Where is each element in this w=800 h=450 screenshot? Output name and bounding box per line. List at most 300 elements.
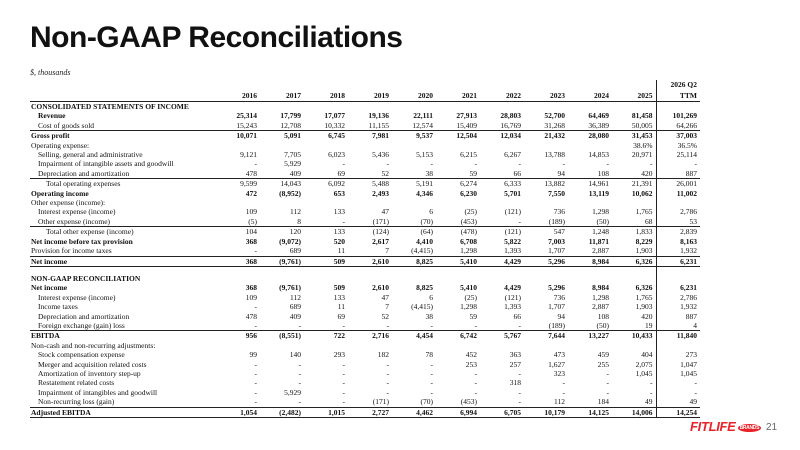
value-cell: 133 bbox=[304, 227, 348, 237]
value-cell: 5,822 bbox=[504, 236, 521, 246]
value-cell: 509 bbox=[304, 256, 348, 266]
table-row bbox=[30, 360, 700, 369]
value-cell: 11,002 bbox=[656, 189, 700, 198]
value-cell: 94 bbox=[557, 311, 565, 321]
row-label: Selling, general and administrative bbox=[38, 150, 143, 160]
header-row bbox=[30, 80, 700, 90]
value-cell: 1,393 bbox=[504, 302, 521, 312]
value-cell: (25) bbox=[464, 292, 477, 302]
table-row bbox=[30, 159, 700, 168]
value-cell: 4 bbox=[656, 321, 700, 331]
value-cell: 5,410 bbox=[436, 256, 480, 266]
value-cell: 59 bbox=[469, 168, 477, 178]
row-label: Impairment of intangible assets and goodwill bbox=[38, 159, 174, 169]
value-cell bbox=[656, 102, 700, 112]
value-cell bbox=[392, 141, 436, 150]
value-cell: 15,409 bbox=[456, 120, 477, 130]
value-cell: 5,091 bbox=[260, 131, 304, 141]
value-cell: - bbox=[254, 359, 257, 369]
value-cell: 8,825 bbox=[416, 283, 433, 293]
value-cell: 5,701 bbox=[504, 188, 521, 198]
value-cell: (121) bbox=[504, 292, 521, 302]
value-cell: 5,296 bbox=[524, 256, 568, 266]
value-cell: 16,769 bbox=[500, 120, 521, 130]
row-label: Interest expense (income) bbox=[38, 207, 116, 217]
value-cell: 368 bbox=[245, 283, 257, 293]
value-cell: 52 bbox=[381, 168, 389, 178]
value-cell: 52 bbox=[381, 311, 389, 321]
value-cell: - bbox=[518, 387, 521, 397]
column-header: 2026 Q2 bbox=[656, 80, 700, 90]
value-cell: 1,298 bbox=[592, 292, 609, 302]
value-cell bbox=[260, 266, 304, 274]
value-cell: 6,742 bbox=[436, 331, 480, 341]
value-cell: - bbox=[254, 302, 257, 312]
value-cell bbox=[392, 274, 436, 283]
value-cell: 7 bbox=[385, 302, 389, 312]
value-cell: 6,705 bbox=[480, 407, 524, 417]
column-header bbox=[568, 80, 612, 90]
value-cell bbox=[436, 274, 480, 283]
table-row bbox=[30, 312, 700, 321]
value-cell: 27,913 bbox=[456, 111, 477, 121]
value-cell: 363 bbox=[509, 350, 521, 360]
value-cell: 133 bbox=[333, 207, 345, 217]
value-cell: - bbox=[254, 387, 257, 397]
value-cell: 1,298 bbox=[460, 302, 477, 312]
value-cell: 887 bbox=[656, 312, 700, 321]
value-cell: 4,346 bbox=[416, 188, 433, 198]
value-cell bbox=[612, 341, 656, 350]
value-cell: 13,119 bbox=[588, 188, 609, 198]
value-cell: 5,436 bbox=[372, 150, 389, 160]
value-cell bbox=[524, 341, 568, 350]
value-cell: 255 bbox=[597, 359, 609, 369]
header-label-cell bbox=[30, 90, 216, 102]
value-cell: 409 bbox=[289, 311, 301, 321]
unit-note: $, thousands bbox=[30, 68, 71, 77]
fitlife-logo bbox=[690, 419, 761, 434]
value-cell: 4,410 bbox=[416, 236, 433, 246]
column-header: 2022 bbox=[480, 90, 524, 102]
value-cell: 7 bbox=[385, 246, 389, 256]
value-cell bbox=[304, 141, 348, 150]
value-cell bbox=[304, 198, 348, 207]
value-cell: (25) bbox=[464, 207, 477, 217]
value-cell: - bbox=[474, 387, 477, 397]
value-cell: 22,111 bbox=[413, 111, 433, 121]
value-cell bbox=[568, 102, 612, 112]
value-cell: - bbox=[474, 159, 477, 169]
value-cell: - bbox=[518, 320, 521, 330]
value-cell: - bbox=[342, 320, 345, 330]
value-cell: - bbox=[298, 359, 301, 369]
logo-wordmark: FITLIFE bbox=[690, 419, 736, 434]
value-cell: 2,786 bbox=[656, 207, 700, 216]
value-cell: - bbox=[430, 320, 433, 330]
table-row bbox=[30, 150, 700, 159]
value-cell bbox=[216, 274, 260, 283]
value-cell: (453) bbox=[460, 216, 477, 226]
header-row bbox=[30, 90, 700, 102]
value-cell bbox=[656, 198, 700, 207]
table-row bbox=[30, 207, 700, 216]
value-cell: 99 bbox=[249, 350, 257, 360]
value-cell: 459 bbox=[597, 350, 609, 360]
table-row bbox=[30, 169, 700, 179]
value-cell bbox=[612, 198, 656, 207]
value-cell: 8,163 bbox=[656, 237, 700, 246]
value-cell bbox=[480, 141, 524, 150]
value-cell: 1,833 bbox=[612, 227, 656, 237]
table-row bbox=[30, 302, 700, 311]
value-cell: 133 bbox=[333, 292, 345, 302]
value-cell: 66 bbox=[513, 168, 521, 178]
value-cell: (189) bbox=[548, 320, 565, 330]
value-cell: 887 bbox=[656, 169, 700, 179]
column-header bbox=[260, 80, 304, 90]
value-cell: - bbox=[656, 388, 700, 397]
value-cell: 6 bbox=[429, 292, 433, 302]
value-cell bbox=[480, 102, 524, 112]
value-cell: (64) bbox=[392, 227, 436, 237]
value-cell: (70) bbox=[420, 397, 433, 407]
table-row bbox=[30, 321, 700, 331]
value-cell: 52,700 bbox=[544, 111, 565, 121]
value-cell: (4,415) bbox=[411, 246, 433, 256]
row-label: Net income bbox=[31, 283, 68, 293]
row-label: Non-recurring loss (gain) bbox=[38, 397, 115, 407]
value-cell: 31,268 bbox=[544, 120, 565, 130]
value-cell: 12,574 bbox=[412, 120, 433, 130]
value-cell: 6,708 bbox=[460, 236, 477, 246]
value-cell: 368 bbox=[216, 256, 260, 266]
value-cell: 6,326 bbox=[635, 283, 653, 293]
value-cell: 2,716 bbox=[348, 331, 392, 341]
value-cell: 108 bbox=[597, 311, 609, 321]
value-cell: 472 bbox=[245, 188, 257, 198]
column-header bbox=[392, 80, 436, 90]
value-cell: 13,882 bbox=[524, 179, 568, 189]
value-cell: 21,391 bbox=[612, 179, 656, 189]
value-cell: 8,825 bbox=[392, 256, 436, 266]
value-cell: (8,551) bbox=[260, 331, 304, 341]
row-label: Net income bbox=[30, 256, 216, 266]
value-cell bbox=[436, 198, 480, 207]
value-cell: 109 bbox=[245, 292, 257, 302]
value-cell: 318 bbox=[509, 378, 521, 388]
value-cell: 253 bbox=[465, 359, 477, 369]
value-cell bbox=[436, 102, 480, 112]
value-cell: 5,767 bbox=[480, 331, 524, 341]
value-cell: 2,075 bbox=[635, 359, 653, 369]
value-cell: 5,191 bbox=[392, 179, 436, 189]
value-cell: 69 bbox=[337, 168, 345, 178]
value-cell: - bbox=[342, 397, 345, 407]
value-cell: - bbox=[386, 159, 389, 169]
value-cell: 50,005 bbox=[631, 120, 653, 130]
value-cell: 6,994 bbox=[436, 407, 480, 417]
value-cell: 6,215 bbox=[460, 150, 477, 160]
value-cell bbox=[480, 198, 524, 207]
value-cell: 11,840 bbox=[656, 331, 700, 341]
value-cell: 9,121 bbox=[240, 150, 257, 160]
value-cell: - bbox=[650, 378, 653, 388]
row-label: Depreciation and amortization bbox=[38, 311, 130, 321]
value-cell: 38 bbox=[425, 168, 433, 178]
value-cell: 722 bbox=[304, 331, 348, 341]
value-cell: 12,034 bbox=[480, 131, 524, 141]
value-cell: 5,410 bbox=[460, 283, 477, 293]
value-cell: - bbox=[518, 368, 521, 378]
value-cell: 6,274 bbox=[436, 179, 480, 189]
row-label: Adjusted EBITDA bbox=[30, 407, 216, 417]
value-cell: 2,727 bbox=[348, 407, 392, 417]
value-cell: 10,332 bbox=[324, 120, 345, 130]
value-cell: - bbox=[342, 216, 345, 226]
value-cell: 273 bbox=[656, 350, 700, 359]
row-label: Revenue bbox=[38, 111, 66, 121]
value-cell: (189) bbox=[548, 216, 565, 226]
value-cell: 1,707 bbox=[548, 302, 565, 312]
value-cell: 1,707 bbox=[548, 246, 565, 256]
column-header: 2018 bbox=[304, 90, 348, 102]
value-cell: 1,932 bbox=[656, 246, 700, 256]
column-header bbox=[524, 80, 568, 90]
value-cell: 112 bbox=[290, 207, 301, 217]
column-header bbox=[612, 80, 656, 90]
value-cell: 10,062 bbox=[631, 188, 653, 198]
value-cell: 11 bbox=[337, 302, 345, 312]
value-cell: 7,705 bbox=[284, 150, 301, 160]
value-cell: - bbox=[656, 378, 700, 387]
value-cell bbox=[436, 266, 480, 274]
value-cell: 28,080 bbox=[568, 131, 612, 141]
value-cell: 257 bbox=[509, 359, 521, 369]
value-cell: - bbox=[386, 387, 389, 397]
value-cell bbox=[656, 341, 700, 350]
value-cell: 2,839 bbox=[656, 227, 700, 237]
value-cell: - bbox=[254, 246, 257, 256]
row-label: Amortization of inventory step-up bbox=[38, 368, 141, 378]
table-row bbox=[30, 283, 700, 292]
value-cell: 112 bbox=[290, 292, 301, 302]
table-row bbox=[30, 341, 700, 350]
column-header bbox=[480, 80, 524, 90]
value-cell: 520 bbox=[333, 236, 345, 246]
value-cell bbox=[348, 274, 392, 283]
value-cell: 9,599 bbox=[216, 179, 260, 189]
value-cell bbox=[216, 141, 260, 150]
value-cell bbox=[348, 102, 392, 112]
row-label: Foreign exchange (gain) loss bbox=[38, 320, 125, 330]
row-label: Income taxes bbox=[38, 302, 78, 312]
value-cell: 6,326 bbox=[612, 256, 656, 266]
row-label: NON-GAAP RECONCILIATION bbox=[31, 273, 141, 283]
value-cell: 78 bbox=[425, 350, 433, 360]
column-header bbox=[348, 80, 392, 90]
value-cell: 49 bbox=[656, 397, 700, 407]
value-cell: 509 bbox=[333, 283, 345, 293]
value-cell: 2,493 bbox=[372, 188, 389, 198]
value-cell: 1,054 bbox=[216, 407, 260, 417]
value-cell: 101,269 bbox=[656, 111, 700, 120]
table-row bbox=[30, 141, 700, 150]
value-cell: 38.6% bbox=[633, 140, 653, 150]
value-cell: - bbox=[254, 378, 257, 388]
value-cell: 104 bbox=[216, 227, 260, 237]
value-cell: 21,432 bbox=[524, 131, 568, 141]
value-cell: 36.5% bbox=[656, 141, 700, 150]
value-cell bbox=[436, 341, 480, 350]
row-label: Stock compensation expense bbox=[38, 350, 125, 360]
value-cell: - bbox=[518, 397, 521, 407]
value-cell: 1,045 bbox=[656, 369, 700, 378]
value-cell bbox=[260, 141, 304, 150]
value-cell: - bbox=[518, 159, 521, 169]
value-cell: 37,003 bbox=[656, 131, 700, 141]
value-cell: 94 bbox=[557, 168, 565, 178]
value-cell: 478 bbox=[245, 311, 257, 321]
value-cell bbox=[348, 198, 392, 207]
table-row bbox=[30, 189, 700, 198]
value-cell bbox=[216, 266, 260, 274]
value-cell: 109 bbox=[245, 207, 257, 217]
table-row bbox=[30, 266, 700, 274]
value-cell: 452 bbox=[465, 350, 477, 360]
value-cell: 20,971 bbox=[631, 150, 653, 160]
table-row bbox=[30, 378, 700, 387]
table-row bbox=[30, 227, 700, 237]
row-label: Cost of goods sold bbox=[38, 120, 95, 130]
value-cell: 1,903 bbox=[635, 246, 653, 256]
value-cell: - bbox=[386, 320, 389, 330]
value-cell bbox=[260, 274, 304, 283]
column-header: 2023 bbox=[524, 90, 568, 102]
value-cell: 11,155 bbox=[368, 120, 389, 130]
value-cell: - bbox=[430, 159, 433, 169]
value-cell: - bbox=[254, 368, 257, 378]
column-header bbox=[436, 80, 480, 90]
value-cell: 8,984 bbox=[592, 283, 609, 293]
value-cell: 59 bbox=[469, 311, 477, 321]
value-cell: 6,230 bbox=[460, 188, 477, 198]
value-cell: 38 bbox=[425, 311, 433, 321]
value-cell: - bbox=[650, 387, 653, 397]
value-cell: 36,389 bbox=[588, 120, 609, 130]
value-cell: - bbox=[562, 159, 565, 169]
column-header bbox=[216, 80, 260, 90]
value-cell: - bbox=[254, 320, 257, 330]
row-label: Operating expense: bbox=[31, 140, 90, 150]
value-cell: 547 bbox=[524, 227, 568, 237]
value-cell: - bbox=[254, 397, 257, 407]
row-label: Merger and acquisition related costs bbox=[38, 359, 147, 369]
value-cell bbox=[612, 102, 656, 112]
value-cell: 66 bbox=[513, 311, 521, 321]
value-cell: - bbox=[430, 359, 433, 369]
table-row bbox=[30, 217, 700, 227]
value-cell: 6,023 bbox=[328, 150, 345, 160]
value-cell: 404 bbox=[641, 350, 653, 360]
value-cell bbox=[260, 198, 304, 207]
value-cell: 19,136 bbox=[368, 111, 389, 121]
value-cell: 12,504 bbox=[436, 131, 480, 141]
value-cell: (171) bbox=[372, 397, 389, 407]
table-row bbox=[30, 246, 700, 256]
value-cell: 112 bbox=[554, 397, 565, 407]
value-cell: 1,765 bbox=[635, 207, 653, 217]
value-cell: 8 bbox=[297, 216, 301, 226]
value-cell: - bbox=[430, 378, 433, 388]
value-cell: - bbox=[386, 378, 389, 388]
table-row bbox=[30, 388, 700, 397]
value-cell: - bbox=[562, 387, 565, 397]
value-cell: - bbox=[342, 368, 345, 378]
value-cell: 9,537 bbox=[392, 131, 436, 141]
value-cell bbox=[392, 341, 436, 350]
value-cell: - bbox=[606, 378, 609, 388]
row-label: Non-cash and non-recurring adjustments: bbox=[31, 340, 156, 350]
value-cell: 1,047 bbox=[656, 360, 700, 369]
value-cell: 4,462 bbox=[392, 407, 436, 417]
value-cell: - bbox=[254, 159, 257, 169]
value-cell: 10,179 bbox=[524, 407, 568, 417]
value-cell: 49 bbox=[645, 397, 653, 407]
value-cell: 69 bbox=[337, 311, 345, 321]
value-cell: (478) bbox=[436, 227, 480, 237]
financial-table bbox=[30, 80, 700, 418]
value-cell: - bbox=[342, 387, 345, 397]
value-cell: 31,453 bbox=[612, 131, 656, 141]
value-cell: (453) bbox=[460, 397, 477, 407]
value-cell: 689 bbox=[289, 302, 301, 312]
value-cell bbox=[524, 141, 568, 150]
value-cell: 81,458 bbox=[631, 111, 653, 121]
table-row bbox=[30, 237, 700, 246]
value-cell: - bbox=[474, 378, 477, 388]
value-cell: (124) bbox=[348, 227, 392, 237]
value-cell: 11,871 bbox=[588, 236, 609, 246]
table-row bbox=[30, 198, 700, 207]
value-cell bbox=[524, 266, 568, 274]
column-header: 2019 bbox=[348, 90, 392, 102]
value-cell: - bbox=[298, 378, 301, 388]
value-cell: 1,045 bbox=[635, 368, 653, 378]
value-cell bbox=[304, 102, 348, 112]
value-cell: 5,929 bbox=[284, 159, 301, 169]
row-label: Restatement related costs bbox=[38, 378, 115, 388]
value-cell: 8,229 bbox=[635, 236, 653, 246]
value-cell: 473 bbox=[553, 350, 565, 360]
value-cell: 14,254 bbox=[656, 407, 700, 417]
value-cell: 2,617 bbox=[372, 236, 389, 246]
value-cell: 1,765 bbox=[635, 292, 653, 302]
row-label: Impairment of intangibles and goodwill bbox=[38, 387, 158, 397]
value-cell: - bbox=[430, 387, 433, 397]
value-cell bbox=[524, 198, 568, 207]
value-cell: - bbox=[386, 359, 389, 369]
value-cell: 2,610 bbox=[348, 256, 392, 266]
value-cell bbox=[304, 274, 348, 283]
value-cell: - bbox=[386, 368, 389, 378]
value-cell: 6,092 bbox=[304, 179, 348, 189]
value-cell bbox=[348, 266, 392, 274]
value-cell: - bbox=[298, 320, 301, 330]
row-label: CONSOLIDATED STATEMENTS OF INCOME bbox=[31, 102, 189, 111]
value-cell: 47 bbox=[381, 207, 389, 217]
value-cell: 28,803 bbox=[500, 111, 521, 121]
